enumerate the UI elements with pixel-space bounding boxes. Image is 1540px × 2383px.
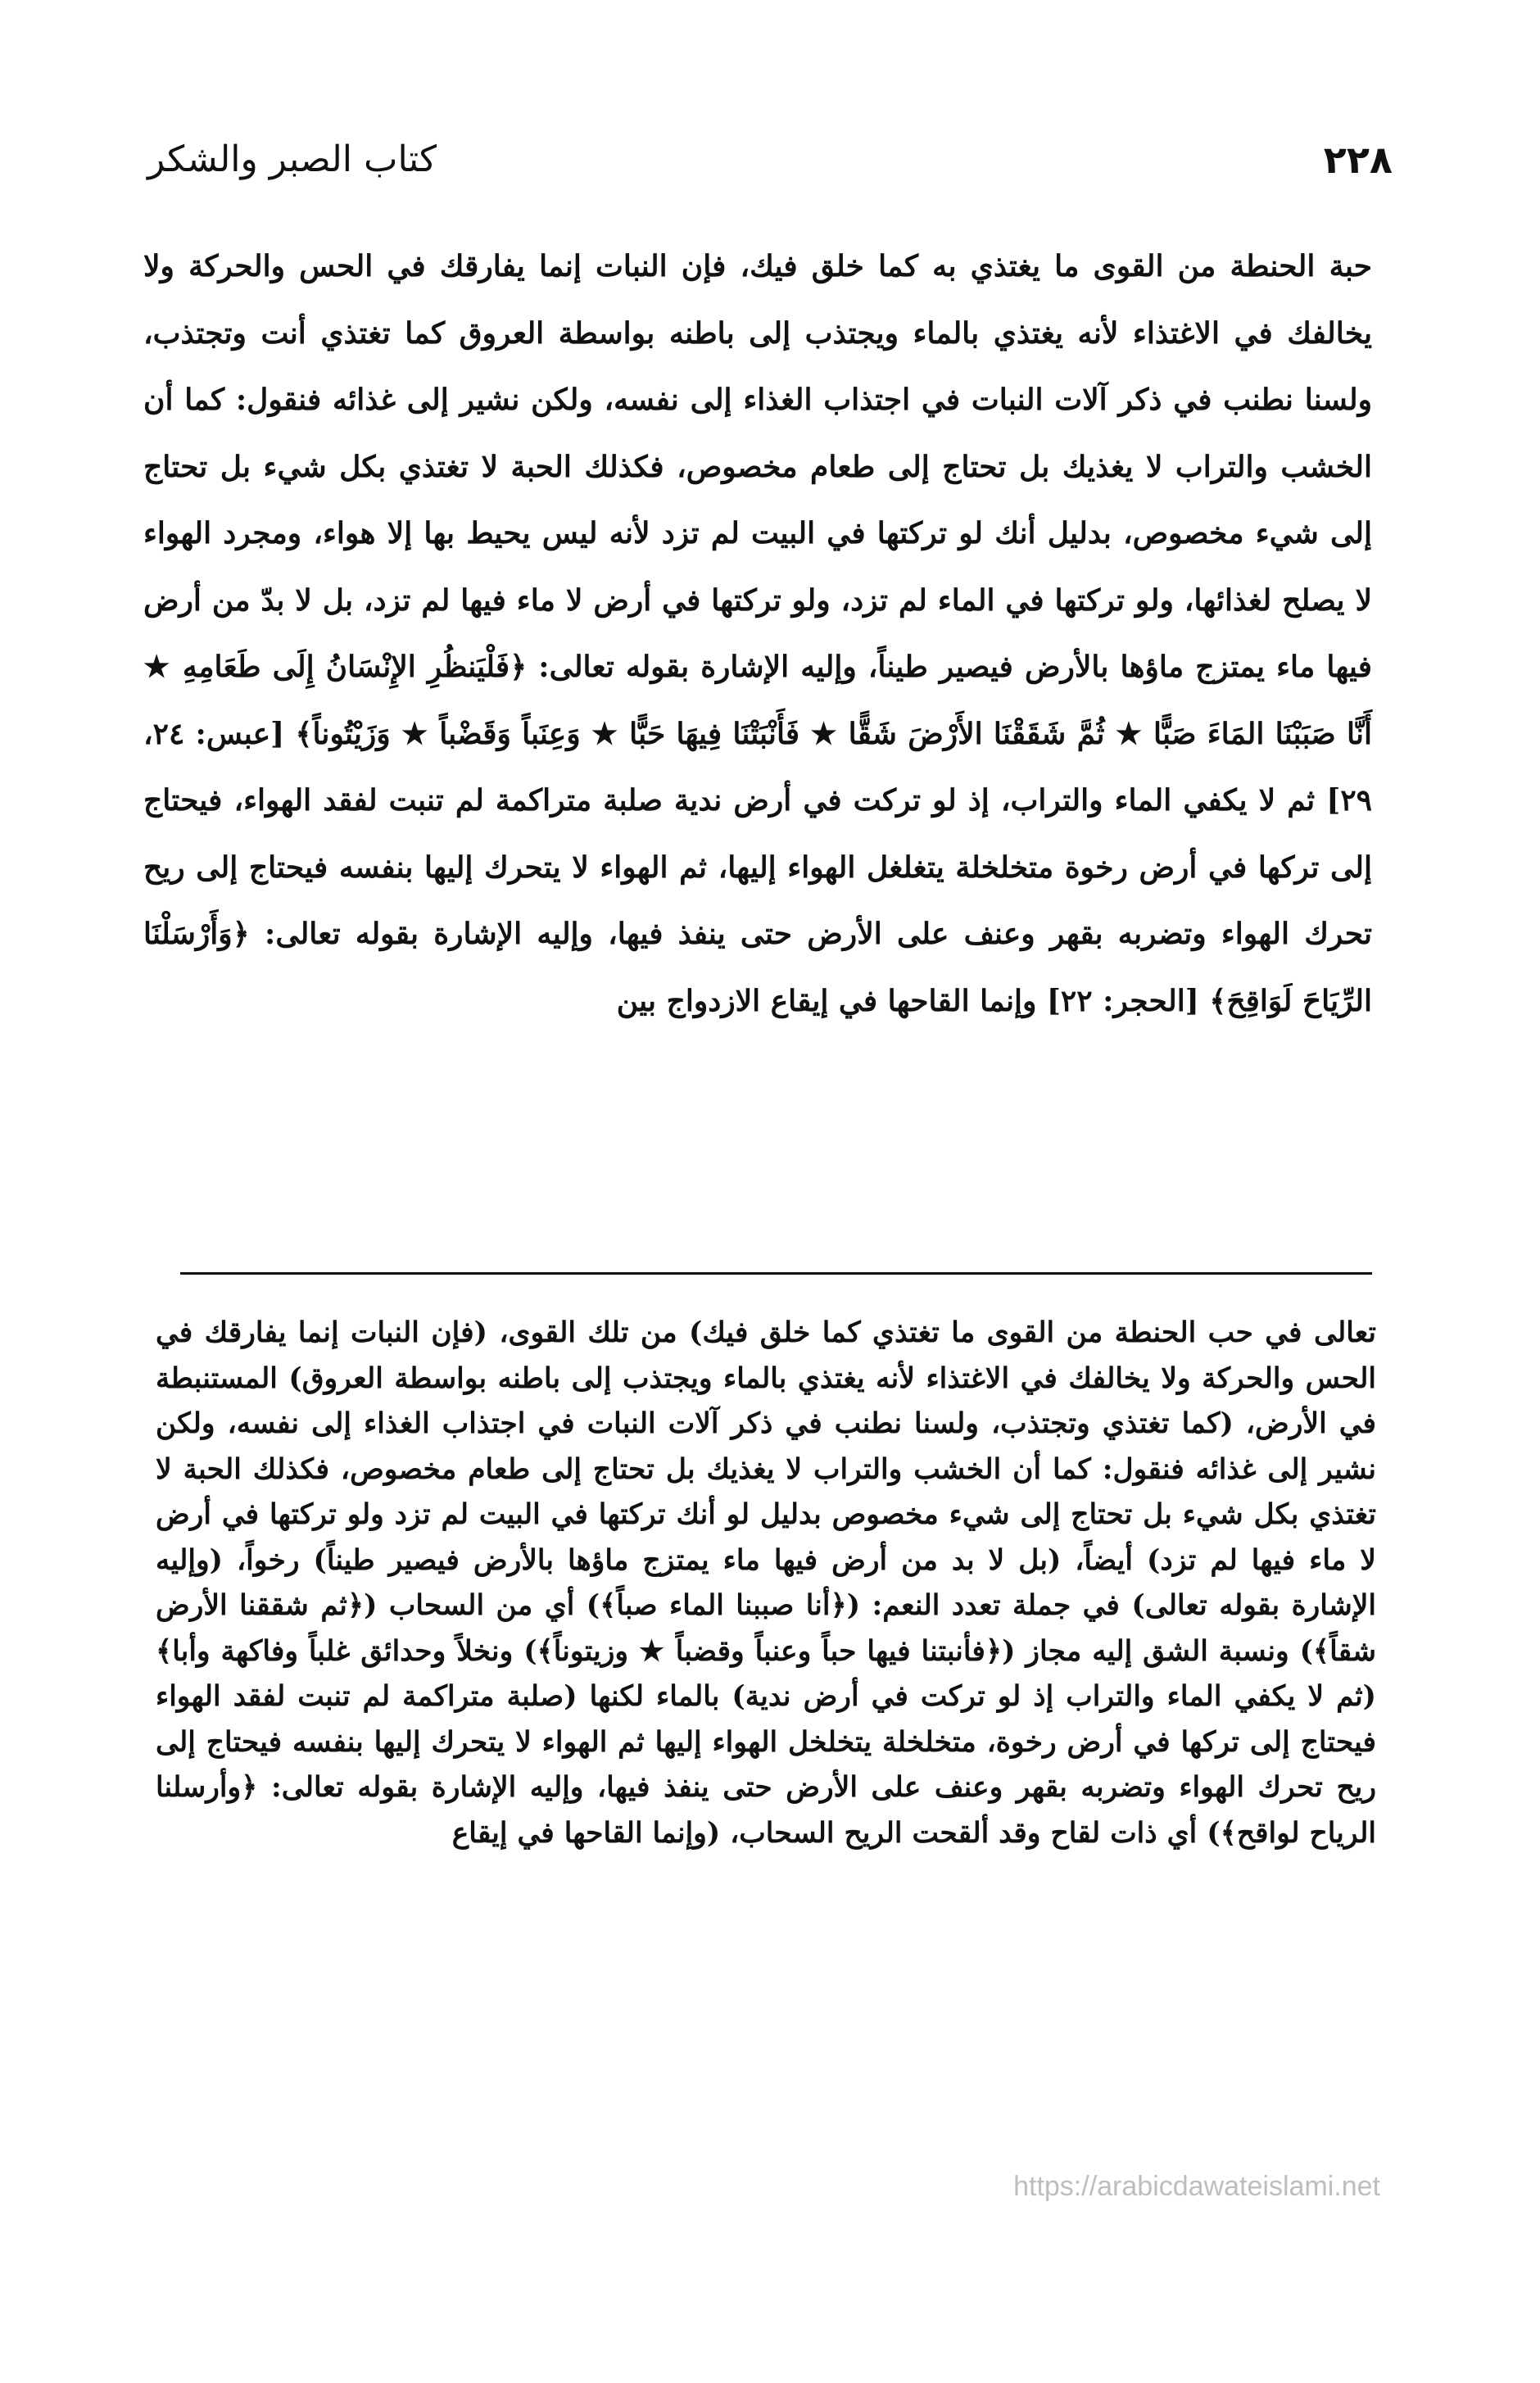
main-text: حبة الحنطة من القوى ما يغتذي به كما خلق فيك، فإن النبات إنما يفارقك في الحس والحركة ولا يخالفك في الاغتذاء لأنه يغتذي بالماء ويجتذب إلى باطنه بواسطة العروق كما تغتذي أنت وتجتذب، ولسنا نطنب في ذكر آلات النبات في اجتذاب الغذاء إلى نفسه، ولكن نشير إلى غذائه فنقول: كما أن الخشب والتراب لا يغذيك بل تحتاج إلى طعام مخصوص، فكذلك الحبة لا تغتذي بكل شيء بل تحتاج إلى شيء مخصوص، بدليل أنك لو تركتها في البيت لم تزد لأنه ليس يحيط بها إلا هواء، ومجرد الهواء لا يصلح لغذائها، ولو تركتها في الماء لم تزد، ولو تركتها في أرض لا ماء فيها لم تزد، بل لا بدّ من أرض فيها ماء يمتزج ماؤها بالأرض فيصير طيناً، وإليه الإشارة بقوله تعالى: ﴿فَلْيَنظُرِ الإِنْسَانُ إِلَى طَعَامِهِ ★ أَنَّا صَبَبْنَا المَاءَ صَبًّا ★ ثُمَّ شَقَقْنَا الأَرْضَ شَقًّا ★ فَأَنْبَتْنَا فِيهَا حَبًّا ★ وَعِنَباً وَقَضْباً ★ وَزَيْتُوناً﴾ [عبس: ٢٤، ٢٩] ثم لا يكفي الماء والتراب، إذ لو تركت في أرض ندية صلبة متراكمة لم تنبت لفقد الهواء، فيحتاج إلى تركها في أرض رخوة متخلخلة يتغلغل الهواء إليها، ثم الهواء لا يتحرك إليها بنفسه فيحتاج إلى ريح تحرك الهواء وتضربه بقهر وعنف على الأرض حتى ينفذ فيها، وإليه الإشارة بقوله تعالى: ﴿وَأَرْسَلْنَا الرِّيَاحَ لَوَاقِحَ﴾ [الحجر: ٢٢] وإنما القاحها في إيقاع الازدواج بين [143, 249, 1372, 1018]
watermark-url: https://arabicdawateislami.net [1013, 2171, 1380, 2202]
commentary-text: تعالى في حب الحنطة من القوى ما تغتذي كما خلق فيك) من تلك القوى، (فإن النبات إنما يفارقك في الحس والحركة ولا يخالفك في الاغتذاء لأنه يغتذي بالماء ويجتذب إلى باطنه بواسطة العروق) المستنبطة في الأرض، (كما تغتذي وتجتذب، ولسنا نطنب في ذكر آلات النبات في اجتذاب الغذاء إلى نفسه، ولكن نشير إلى غذائه فنقول: كما أن الخشب والتراب لا يغذيك بل تحتاج إلى طعام مخصوص، فكذلك الحبة لا تغتذي بكل شيء بل تحتاج إلى شيء مخصوص بدليل لو أنك تركتها في البيت لم تزد ولو تركتها في أرض لا ماء فيها لم تزد) أيضاً، (بل لا بد من أرض فيها ماء يمتزج ماؤها بالأرض فيصير طيناً) رخواً، (وإليه الإشارة بقوله تعالى) في جملة تعدد النعم: (﴿أنا صببنا الماء صباً﴾) أي من السحاب (﴿ثم شققنا الأرض شقاً﴾) ونسبة الشق إليه مجاز (﴿فأنبتنا فيها حباً وعنباً وقضباً ★ وزيتوناً﴾) ونخلاً وحدائق غلباً وفاكهة وأبا﴾ (ثم لا يكفي الماء والتراب إذ لو تركت في أرض ندية) بالماء لكنها (صلبة متراكمة لم تنبت لفقد الهواء فيحتاج إلى تركها في أرض رخوة، متخلخلة يتخلخل الهواء إليها ثم الهواء لا يتحرك إليها بنفسه فيحتاج إلى ريح تحرك الهواء وتضربه بقهر وعنف على الأرض حتى ينفذ فيها، وإليه الإشارة بقوله تعالى: ﴿وأرسلنا الرياح لواقح﴾) أي ذات لقاح وقد ألقحت الريح السحاب، (وإنما القاحها في إيقاع [156, 1316, 1377, 1850]
footnote-divider [180, 1272, 1372, 1275]
page-header [147, 123, 1393, 197]
page-number: ٢٢٨ [1323, 138, 1393, 182]
running-title: كتاب الصبر والشكر [147, 138, 437, 180]
